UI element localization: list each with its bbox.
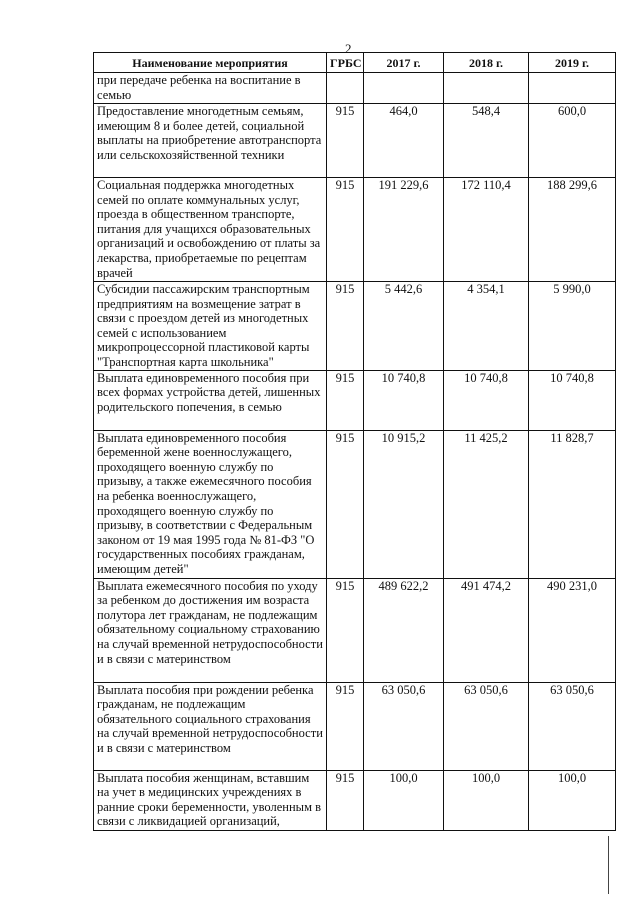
row-2018: 63 050,6 (444, 682, 529, 770)
row-2018: 548,4 (444, 104, 529, 178)
table-row (94, 282, 616, 371)
row-name: Социальная поддержка многодетных семей по оплате коммунальных услуг, проезда в общественном транспорте, питания для учащихся образовательных организаций и освобождению от платы за лекарства, приобретаемые по рецептам врачей (94, 178, 327, 282)
budget-table (93, 52, 616, 831)
row-2017: 63 050,6 (364, 682, 444, 770)
row-2017: 464,0 (364, 104, 444, 178)
row-grbs: 915 (327, 370, 364, 430)
table-row (94, 370, 616, 430)
header-grbs: ГРБС (327, 53, 364, 73)
table-row (94, 104, 616, 178)
row-2018: 11 425,2 (444, 430, 529, 578)
row-grbs (327, 73, 364, 104)
scan-edge-line (608, 836, 609, 894)
table-row (94, 430, 616, 578)
row-name: Выплата пособия при рождении ребенка гражданам, не подлежащим обязательного социального страхования на случай временной нетрудоспособности и в связи с материнством (94, 682, 327, 770)
row-2017: 100,0 (364, 770, 444, 830)
row-2018: 10 740,8 (444, 370, 529, 430)
row-2019: 100,0 (529, 770, 616, 830)
row-name: при передаче ребенка на воспитание в семью (94, 73, 327, 104)
row-2019: 11 828,7 (529, 430, 616, 578)
row-grbs: 915 (327, 682, 364, 770)
row-grbs: 915 (327, 430, 364, 578)
row-name: Выплата пособия женщинам, вставшим на учет в медицинских учреждениях в ранние сроки беременности, уволенным в связи с ликвидацией организаций, (94, 770, 327, 830)
page-number: 2 (345, 41, 352, 56)
table-row (94, 578, 616, 682)
row-2017 (364, 73, 444, 104)
row-2018: 172 110,4 (444, 178, 529, 282)
row-2017: 489 622,2 (364, 578, 444, 682)
table-header-row (94, 53, 616, 73)
row-2019 (529, 73, 616, 104)
row-2017: 191 229,6 (364, 178, 444, 282)
row-grbs: 915 (327, 770, 364, 830)
row-name: Выплата единовременного пособия при всех формах устройства детей, лишенных родительского попечения, в семью (94, 370, 327, 430)
row-grbs: 915 (327, 104, 364, 178)
table-row (94, 178, 616, 282)
table-row (94, 73, 616, 104)
row-grbs: 915 (327, 178, 364, 282)
row-2018: 100,0 (444, 770, 529, 830)
row-2018: 4 354,1 (444, 282, 529, 371)
row-2017: 10 915,2 (364, 430, 444, 578)
row-grbs: 915 (327, 578, 364, 682)
row-2017: 5 442,6 (364, 282, 444, 371)
header-2019: 2019 г. (529, 53, 616, 73)
row-2019: 10 740,8 (529, 370, 616, 430)
table-row (94, 682, 616, 770)
row-name: Выплата единовременного пособия беременной жене военнослужащего, проходящего военную службу по призыву, а также ежемесячного пособия на ребенка военнослужащего, проходящего военную службу по призыву, в соответствии с Федеральным законом от 19 мая 1995 года № 81-ФЗ "О государственных пособиях гражданам, имеющим детей" (94, 430, 327, 578)
header-2017: 2017 г. (364, 53, 444, 73)
row-name: Субсидии пассажирским транспортным предприятиям на возмещение затрат в связи с проездом детей из многодетных семей с использованием микропроцессорной пластиковой карты "Транспортная карта школьника" (94, 282, 327, 371)
header-2018: 2018 г. (444, 53, 529, 73)
header-name: Наименование мероприятия (94, 53, 327, 73)
row-2019: 600,0 (529, 104, 616, 178)
table-row (94, 770, 616, 830)
row-name: Выплата ежемесячного пособия по уходу за ребенком до достижения им возраста полутора лет гражданам, не подлежащим обязательному социальному страхованию на случай временной нетрудоспособности и в связи с материнством (94, 578, 327, 682)
row-grbs: 915 (327, 282, 364, 371)
row-2019: 490 231,0 (529, 578, 616, 682)
row-2017: 10 740,8 (364, 370, 444, 430)
row-2019: 188 299,6 (529, 178, 616, 282)
row-2019: 63 050,6 (529, 682, 616, 770)
row-2019: 5 990,0 (529, 282, 616, 371)
row-name: Предоставление многодетным семьям, имеющим 8 и более детей, социальной выплаты на приобретение автотранспорта или сельскохозяйственной техники (94, 104, 327, 178)
row-2018 (444, 73, 529, 104)
row-2018: 491 474,2 (444, 578, 529, 682)
